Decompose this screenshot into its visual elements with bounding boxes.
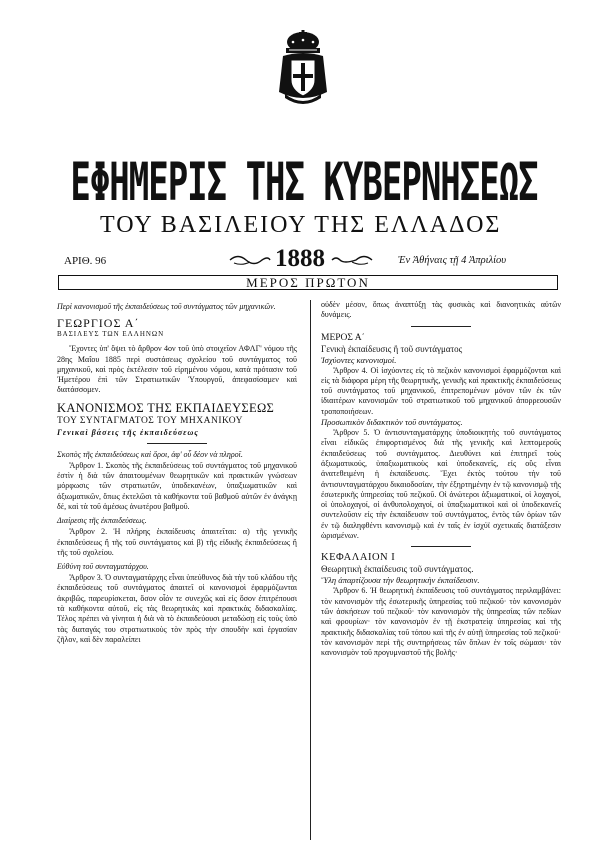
royal-coat-of-arms-icon <box>277 30 329 110</box>
part-a-heading: ΜΕΡΟΣ Α΄ <box>321 332 365 343</box>
right-column <box>321 300 561 658</box>
part-banner: ΜΕΡΟΣ ΠΡΩΤΟΝ <box>58 275 558 290</box>
carryover-text: οὐδὲν μέσον, ὅπως ἀναπτύξῃ τὰς φυσικὰς καὶ διανοητικὰς αὐτῶν δυνάμεις. <box>321 300 561 320</box>
divider <box>411 546 471 547</box>
article-1: Ἄρθρον 1. Σκοπὸς τῆς ἐκπαιδεύσεως τοῦ συντάγματος τοῦ μηχανικοῦ ἐστὶν ἡ διὰ τῶν ἀπαιτουμένων θεωρητικῶν καὶ πρακτικῶν γνώσεων μόρφωσις τῶν στρατιωτῶν, ὑποδεκανέων, ὑπαξιωματικῶν καὶ ἀξιωματικῶν, ὅπως ἐκτελῶσι τὰ καθήκοντα τοῦ βαθμοῦ αὐτῶν ἐν ἀνάγκῃ δέ, καὶ τὰ τοῦ ἀμέσως ἀνωτέρου βαθμοῦ. <box>57 460 297 511</box>
gazette-title: ΕΦΗΜΕΡΙΣ ΤΗΣ ΚΥΒΕΡΝΗΣΕΩΣ <box>70 152 538 214</box>
article-2: Ἄρθρον 2. Ἡ πλήρης ἐκπαίδευσις ἀπαιτεῖται: α) τῆς γενικῆς ἐκπαιδεύσεως ἢ τῆς τοῦ συντάγματος καὶ β) τῆς εἰδικῆς ἐκπαιδεύσεως ἢ τῆς τοῦ σχολείου. <box>57 527 297 557</box>
issue-number: ΑΡΙΘ. 96 <box>64 255 107 267</box>
regulation-section-heading: Γενικαὶ βάσεις τῆς ἐκπαιδεύσεως <box>57 427 199 437</box>
issue-year: 1888 <box>275 245 325 272</box>
section-heading: Ὕλη ἀπαρτίζουσα τὴν θεωρητικὴν ἐκπαίδευσιν. <box>321 575 480 586</box>
king-title: ΒΑΣΙΛΕΥΣ ΤΩΝ ΕΛΛΗΝΩΝ <box>57 330 165 339</box>
section-heading: Σκοπὸς τῆς ἐκπαιδεύσεως καὶ ὅροι, ἀφ' οὗ δέον νὰ πληροῖ. <box>57 449 243 459</box>
article-6: Ἄρθρον 6. Ἡ θεωρητικὴ ἐκπαίδευσις τοῦ συντάγματος περιλαμβάνει: τὸν κανονισμὸν τῆς ἐσωτερικῆς ὑπηρεσίας τοῦ πεζικοῦ· τὸν κανονισμὸν τῶν ἀσκήσεων τοῦ πεζικοῦ· τὸν κανονισμὸν τῆς ὑπηρεσίας τῶν πεδίων καὶ φρουρίων· τὸν κανονισμὸν ἐν τῇ ἐκστρατείᾳ ὑπηρεσίας καὶ τῆς πρακτικῆς διδασκαλίας τοῦ τόπου καὶ τῆς ἐν αὐτῇ ὑπηρεσίας τοῦ πεζικοῦ· τὸν κανονισμὸν περὶ τῆς συντηρήσεως τῶν ὅπλων ἐν τοῖς σώμασι· τὸν κανονισμὸν τοῦ προγυμναστοῦ τῆς βολῆς· <box>321 586 561 658</box>
section-heading: Διαίρεσις τῆς ἐκπαιδεύσεως. <box>57 516 147 526</box>
divider <box>411 326 471 327</box>
gazette-subtitle: ΤΟΥ ΒΑΣΙΛΕΙΟΥ ΤΗΣ ΕΛΛΑΔΟΣ <box>100 212 502 238</box>
decree-caption: Περὶ κανονισμοῦ τῆς ἐκπαιδεύσεως τοῦ συντάγματος τῶν μηχανικῶν. <box>57 302 276 311</box>
left-column <box>57 300 297 645</box>
issue-date: Ἐν Ἀθήναις τῇ 4 Ἀπριλίου <box>398 255 507 266</box>
divider <box>147 443 207 444</box>
section-heading: Προσωπικὸν διδακτικὸν τοῦ συντάγματος. <box>321 417 463 428</box>
general-education-heading: Γενικὴ ἐκπαίδευσις ἢ τοῦ συντάγματος <box>321 343 463 354</box>
preamble: Ἔχοντες ὑπ' ὄψει τὸ ἄρθρον 4ον τοῦ ὑπὸ στοιχεῖον ΑΦΛΓ' νόμου τῆς 28ης Μαΐου 1885 περὶ συστάσεως σχολείου τοῦ συντάγματος τοῦ μηχανικοῦ, καὶ πρὸς ἐκτέλεσιν τοῦ εἰρημένου νόμου, κατὰ πρότασιν τοῦ Ἡμετέρου ἐπὶ τῶν Στρατιωτικῶν Ὑπουργοῦ, ἀπεφασίσαμεν καὶ διατάσσομεν. <box>57 344 297 395</box>
section-heading: Ἰσχύοντες κανονισμοί. <box>321 354 397 365</box>
chapter-subtitle: Θεωρητικὴ ἐκπαίδευσις τοῦ συντάγματος. <box>321 564 474 575</box>
right-flourish-icon <box>330 253 374 267</box>
section-heading: Εὐθύνη τοῦ συνταγματάρχου. <box>57 562 149 572</box>
king-name: ΓΕΩΡΓΙΟΣ Α΄ <box>57 316 140 331</box>
article-4: Ἄρθρον 4. Οἱ ἰσχύοντες εἰς τὸ πεζικὸν κανονισμοὶ ἐφαρμόζονται καὶ εἰς τὰ διάφορα μέρη τῆς θεωρητικῆς, γενικῆς καὶ πρακτικῆς ἐκπαιδεύσεως τοῦ συντάγματος τοῦ μηχανικοῦ, ἐπιτρεπομένων μόνον τῶν ἐκ τῶν ἰδιαιτέρων κανονισμῶν τοῦ στρατιωτικοῦ τοῦ μηχανικοῦ ἀπορρεουσῶν τροποποιήσεων. <box>321 365 561 416</box>
regulation-title: ΚΑΝΟΝΙΣΜΟΣ ΤΗΣ ΕΚΠΑΙΔΕΥΣΕΩΣ <box>57 400 275 415</box>
column-divider <box>310 300 311 840</box>
article-3: Ἄρθρον 3. Ὁ συνταγματάρχης εἶναι ὑπεύθυνος διὰ τὴν τοῦ κλάδου τῆς ἐκπαιδεύσεως τοῦ συντάγματος ἀπαιτεῖ οἱ κανονισμοὶ ἐφαρμόζωνται ἀκριβῶς, παρευρίσκεται, ὅσον οἷόν τε συνεχῶς καὶ εἰς ὅσον ἐπιτρέπουσι τὰ καθήκοντα αὐτοῦ, εἰς τὰς θεωρητικὰς καὶ πρακτικὰς διδασκαλίας. Τέλος πρέπει νὰ γίνηται ἡ διὰ νὰ τὸ ἐκπαιδεύουσι μεταδώσῃ εἰς τοὺς ὑπὸ τὰς διαταγάς του στρατιωτικοὺς τὸν πρὸς τὴν σπουδὴν καὶ ἐργασίαν ζῆλον, καὶ δὲν παραλείπει <box>57 573 297 644</box>
article-5: Ἄρθρον 5. Ὁ ἀντισυνταγματάρχης ὑποδιοικητὴς τοῦ συντάγματος εἶναι εἰδικῶς ἐπιφορτισμένος διὰ τῆς γενικῆς καὶ λεπτομεροῦς ἐκπαιδεύσεως τοῦ συντάγματος. Διευθύνει καὶ ἐπιτηρεῖ τοὺς ἀξιωματικούς, ὑπαξιωματικοὺς καὶ ὑποδεκανεῖς, εἰς οὓς εἶναι ἀνατεθειμένη ἡ ἐκπαίδευσις. Ἔχει ἐκτὸς τούτου τὴν τοῦ ἀντισυνταγματάρχου δικαιοδοσίαν, τὴν ἐξηρτημένην ἐν τῷ κανονισμῷ τῆς ἐσωτερικῆς ὑπηρεσίας τοῦ πεζικοῦ. Οἱ ἀνώτεροι ἀξιωματικοί, οἱ λοχαγοί, οἱ ὑπολοχαγοί, οἱ ἀνθυπολοχαγοί, οἱ ὑπαξιωματικοὶ καὶ οἱ ὑποδεκανεῖς συντελοῦσιν εἰς τὴν ἐκπαίδευσιν τοῦ συντάγματος, ἐντὸς τῶν ὁρίων τῶν ἐν τῷ διαληφθέντι κανονισμῷ καὶ ἐν ταῖς ἐν ἰσχύϊ σχετικαῖς διατάξεσιν ὡρισμένων. <box>321 428 561 541</box>
chapter-heading: ΚΕΦΑΛΑΙΟΝ Ι <box>321 552 396 564</box>
regulation-subtitle: ΤΟΥ ΣΥΝΤΑΓΜΑΤΟΣ ΤΟΥ ΜΗΧΑΝΙΚΟΥ <box>57 415 243 426</box>
